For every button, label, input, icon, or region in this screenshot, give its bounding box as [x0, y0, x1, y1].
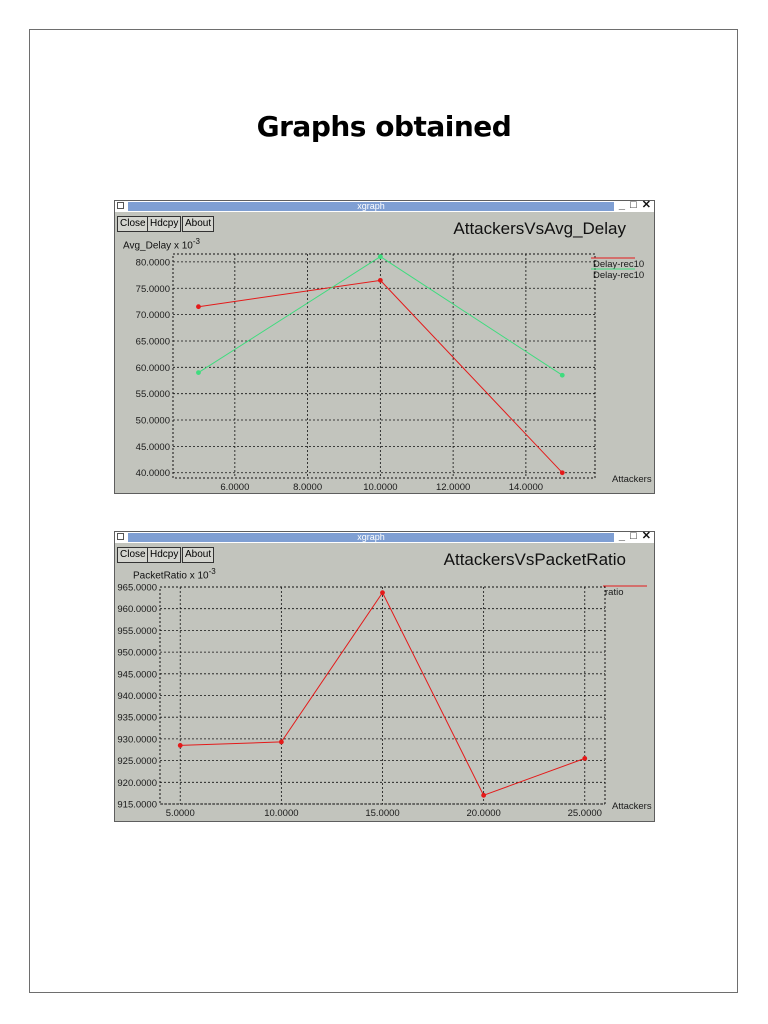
about-button[interactable]: About	[182, 547, 214, 563]
y-tick-label: 945.0000	[117, 669, 157, 681]
close-button[interactable]: Close	[117, 216, 149, 232]
xgraph-window-packet-ratio	[114, 531, 655, 822]
y-tick-label: 940.0000	[117, 691, 157, 702]
data-point	[481, 793, 486, 798]
data-point	[378, 278, 383, 283]
y-tick-label: 50.0000	[135, 415, 170, 427]
y-tick-label: 55.0000	[135, 389, 170, 401]
data-point	[196, 370, 201, 375]
plot-title: AttackersVsAvg_Delay	[453, 219, 626, 238]
y-axis-label-name: PacketRatio x 10	[133, 570, 209, 582]
about-button[interactable]: About	[182, 216, 214, 232]
y-tick-label: 965.0000	[117, 582, 157, 594]
y-tick-label: 960.0000	[117, 604, 157, 616]
x-tick-label: 15.0000	[365, 808, 400, 819]
data-point	[582, 756, 587, 761]
data-point	[380, 590, 385, 595]
x-tick-label: 6.0000	[220, 482, 250, 493]
y-tick-label: 60.0000	[135, 362, 170, 374]
y-axis-label-name: Avg_Delay x 10	[123, 240, 193, 252]
x-tick-label: 5.0000	[165, 808, 195, 819]
plot-area	[115, 532, 654, 821]
y-tick-label: 65.0000	[135, 336, 170, 348]
y-tick-label: 45.0000	[135, 441, 170, 453]
y-tick-label: 955.0000	[117, 625, 157, 637]
y-tick-label: 915.0000	[117, 799, 157, 811]
data-point	[560, 470, 565, 475]
x-axis-label: Attackers	[612, 474, 652, 485]
plot-title: AttackersVsPacketRatio	[443, 550, 626, 569]
legend-label: Delay-rec10	[593, 270, 645, 281]
hardcopy-button[interactable]: Hdcpy	[147, 216, 181, 232]
x-tick-label: 20.0000	[466, 808, 501, 819]
y-tick-label: 950.0000	[117, 647, 157, 659]
x-tick-label: 12.0000	[435, 482, 471, 493]
y-tick-label: 80.0000	[135, 257, 170, 269]
data-point	[178, 743, 183, 748]
y-tick-label: 40.0000	[135, 468, 170, 480]
y-tick-label: 935.0000	[117, 712, 157, 724]
data-point	[196, 304, 201, 309]
window-controls[interactable]: _ □ ✕	[618, 530, 652, 542]
x-tick-label: 10.0000	[264, 808, 299, 819]
close-button[interactable]: Close	[117, 547, 149, 563]
window-controls[interactable]: _ □ ✕	[618, 199, 652, 211]
y-tick-label: 920.0000	[117, 777, 157, 789]
plot-frame	[173, 254, 595, 478]
y-tick-label: 75.0000	[135, 283, 170, 295]
legend-label: Delay-rec10	[593, 259, 645, 270]
data-point	[378, 254, 383, 259]
data-point	[279, 740, 284, 745]
y-axis-label-exponent: -3	[208, 567, 216, 576]
plot-area	[115, 201, 654, 493]
hardcopy-button[interactable]: Hdcpy	[147, 547, 181, 563]
x-axis-label: Attackers	[612, 801, 652, 812]
x-tick-label: 8.0000	[293, 482, 323, 493]
xgraph-window-delay	[114, 200, 655, 494]
slide-frame	[29, 29, 738, 993]
x-tick-label: 14.0000	[508, 482, 544, 493]
x-tick-label: 10.0000	[363, 482, 398, 493]
slide-title: Graphs obtained	[256, 110, 512, 143]
window-title: xgraph	[128, 202, 614, 211]
y-tick-label: 930.0000	[117, 734, 157, 746]
y-tick-label: 70.0000	[135, 310, 170, 322]
data-point	[560, 373, 565, 378]
legend-label: ratio	[605, 587, 624, 598]
window-title: xgraph	[128, 533, 614, 542]
y-axis-label-exponent: -3	[192, 237, 200, 246]
x-tick-label: 25.0000	[567, 808, 602, 819]
y-tick-label: 925.0000	[117, 756, 157, 768]
